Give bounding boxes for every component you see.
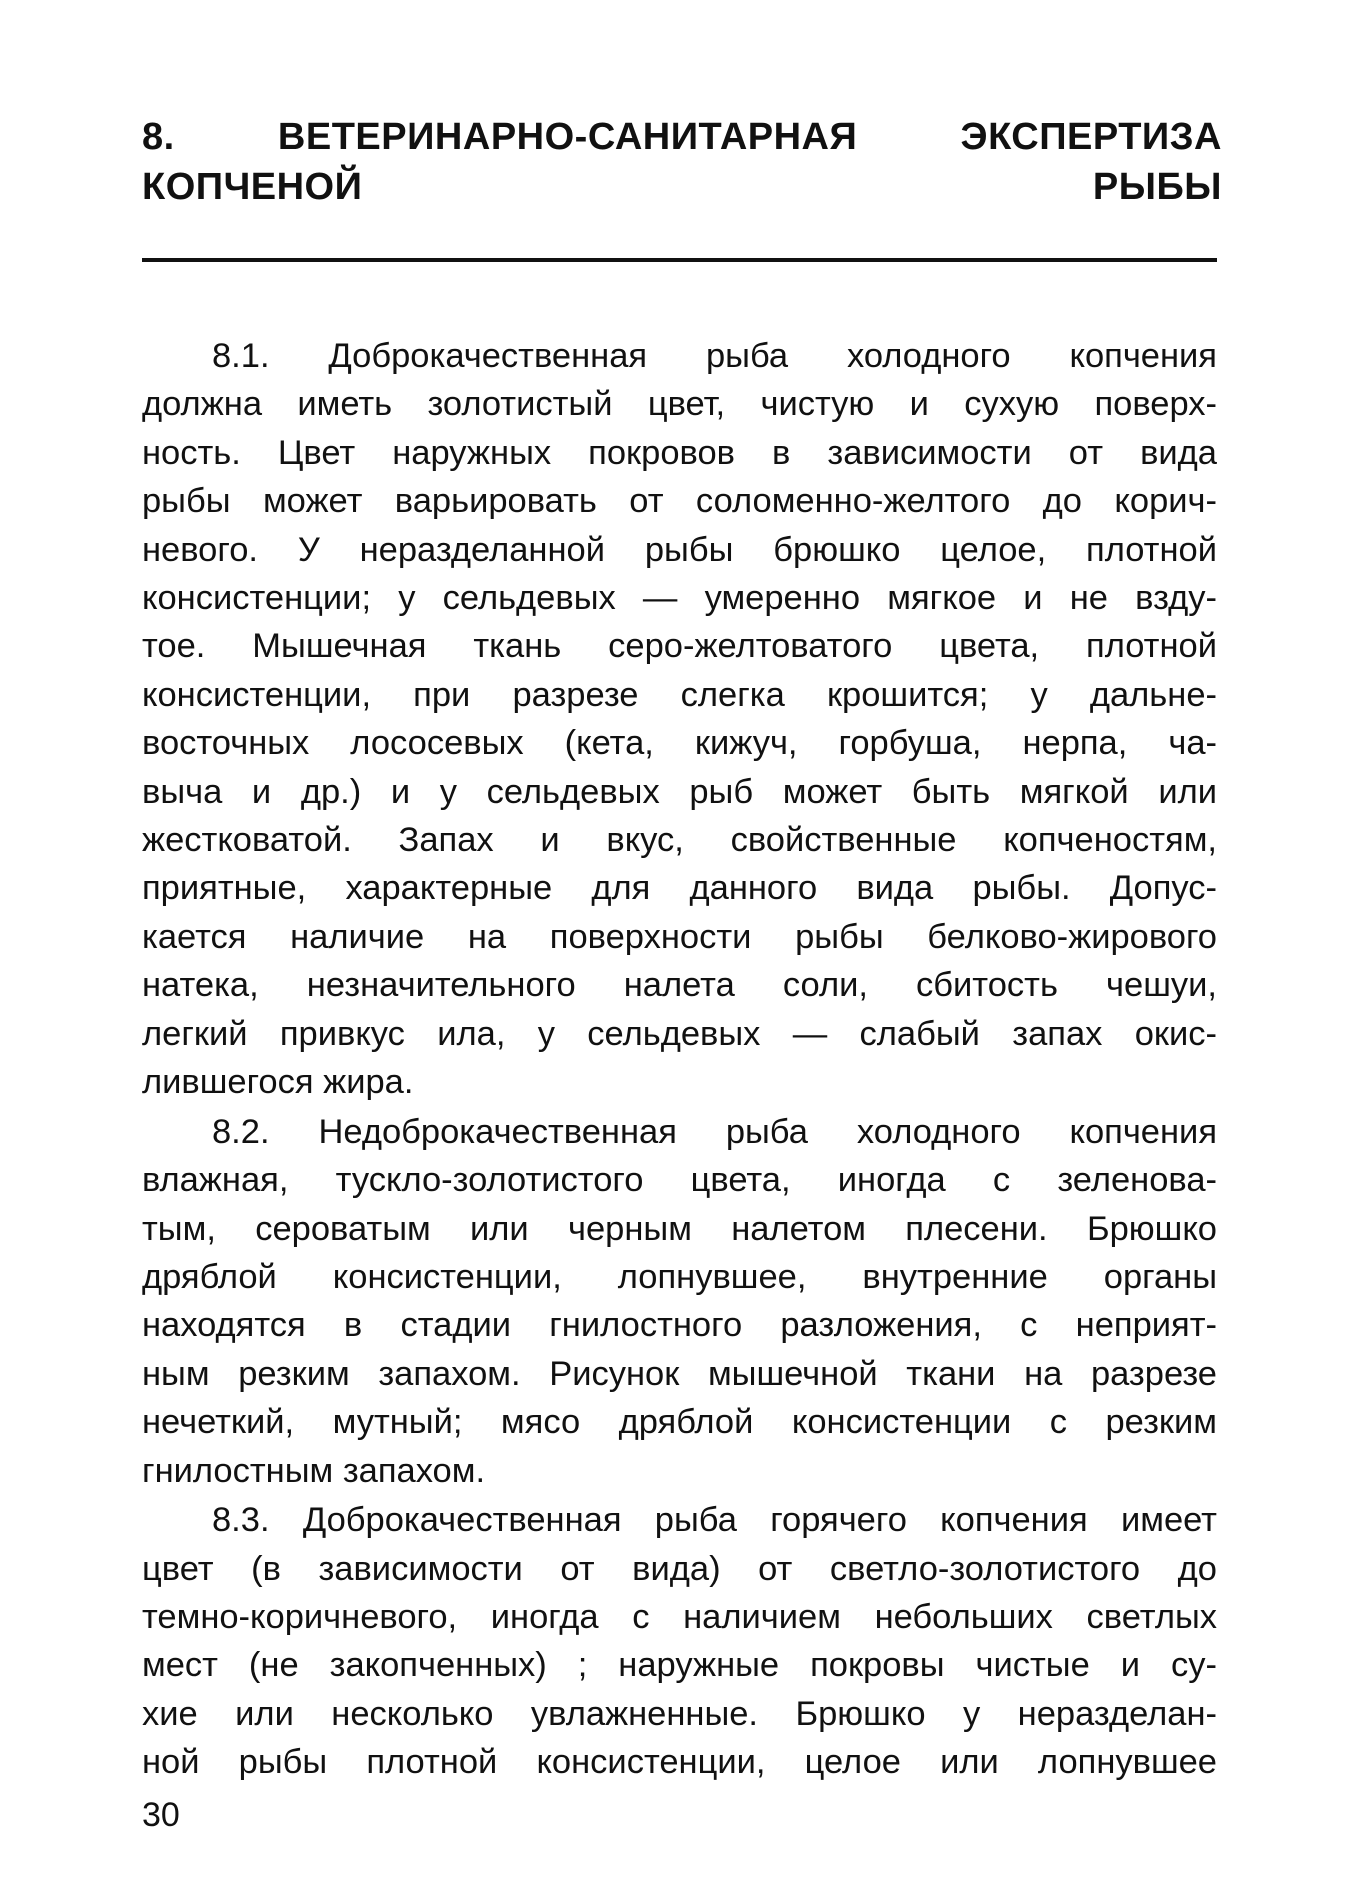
text-line: тое. Мышечная ткань серо-желтоватого цвета, плотной: [142, 627, 1217, 666]
text-line: находятся в стадии гнилостного разложения, с неприят-: [142, 1306, 1217, 1345]
text-line: натека, незначительного налета соли, сбитость чешуи,: [142, 966, 1217, 1005]
text-line: мест (не закопченных) ; наружные покровы чистые и су-: [142, 1646, 1217, 1685]
text-line: приятные, характерные для данного вида рыбы. Допус-: [142, 869, 1217, 908]
text-line: 8.1. Доброкачественная рыба холодного копчения: [212, 337, 1217, 375]
heading-divider: [142, 258, 1217, 262]
text-line: жестковатой. Запах и вкус, свойственные копченостям,: [142, 821, 1217, 860]
text-line: восточных лососевых (кета, кижуч, горбуша, нерпа, ча-: [142, 724, 1217, 763]
text-line: консистенции; у сельдевых — умеренно мягкое и не взду-: [142, 579, 1217, 618]
text-line: влажная, тускло-золотистого цвета, иногда с зеленова-: [142, 1161, 1217, 1200]
text-line: рыбы может варьировать от соломенно-желтого до корич-: [142, 482, 1217, 521]
text-line: лившегося жира.: [142, 1063, 414, 1102]
text-line: 8.2. Недоброкачественная рыба холодного копчения: [212, 1112, 1217, 1151]
text-line: темно-коричневого, иногда с наличием небольших светлых: [142, 1597, 1217, 1636]
text-line: выча и др.) и у сельдевых рыб может быть мягкой или: [142, 772, 1217, 811]
text-line: должна иметь золотистый цвет, чистую и сухую поверх-: [142, 385, 1217, 424]
text-line: гнилостным запахом.: [142, 1451, 486, 1490]
text-line: кается наличие на поверхности рыбы белково-жирового: [142, 917, 1217, 956]
paragraph-8-1: [142, 332, 1217, 1107]
section-heading: [142, 112, 1222, 212]
text-line: ным резким запахом. Рисунок мышечной ткани на разрезе: [142, 1354, 1217, 1393]
text-line: консистенции, при разрезе слегка крошится; у дальне-: [142, 675, 1217, 714]
text-line: ной рыбы плотной консистенции, целое или лопнувшее: [142, 1743, 1217, 1782]
text-line: невого. У неразделанной рыбы брюшко целое, плотной: [142, 530, 1217, 569]
paragraph-8-3: [142, 1496, 1217, 1786]
page-number: 30: [142, 1796, 180, 1834]
text-line: хие или несколько увлажненные. Брюшко у неразделан-: [142, 1694, 1217, 1733]
heading-line: 8. ВЕТЕРИНАРНО-САНИТАРНАЯ ЭКСПЕРТИЗА: [142, 116, 1222, 158]
text-line: цвет (в зависимости от вида) от светло-золотистого до: [142, 1549, 1217, 1588]
body-text: [142, 332, 1217, 1788]
paragraph-8-2: [142, 1108, 1217, 1495]
heading-line: КОПЧЕНОЙ РЫБЫ: [142, 166, 1222, 208]
text-line: легкий привкус ила, у сельдевых — слабый запах окис-: [142, 1014, 1217, 1053]
text-line: ность. Цвет наружных покровов в зависимости от вида: [142, 433, 1217, 472]
text-line: 8.3. Доброкачественная рыба горячего копчения имеет: [212, 1501, 1217, 1540]
text-line: нечеткий, мутный; мясо дряблой консистенции с резким: [142, 1403, 1217, 1442]
text-line: тым, сероватым или черным налетом плесени. Брюшко: [142, 1209, 1217, 1248]
text-line: дряблой консистенции, лопнувшее, внутренние органы: [142, 1257, 1217, 1296]
